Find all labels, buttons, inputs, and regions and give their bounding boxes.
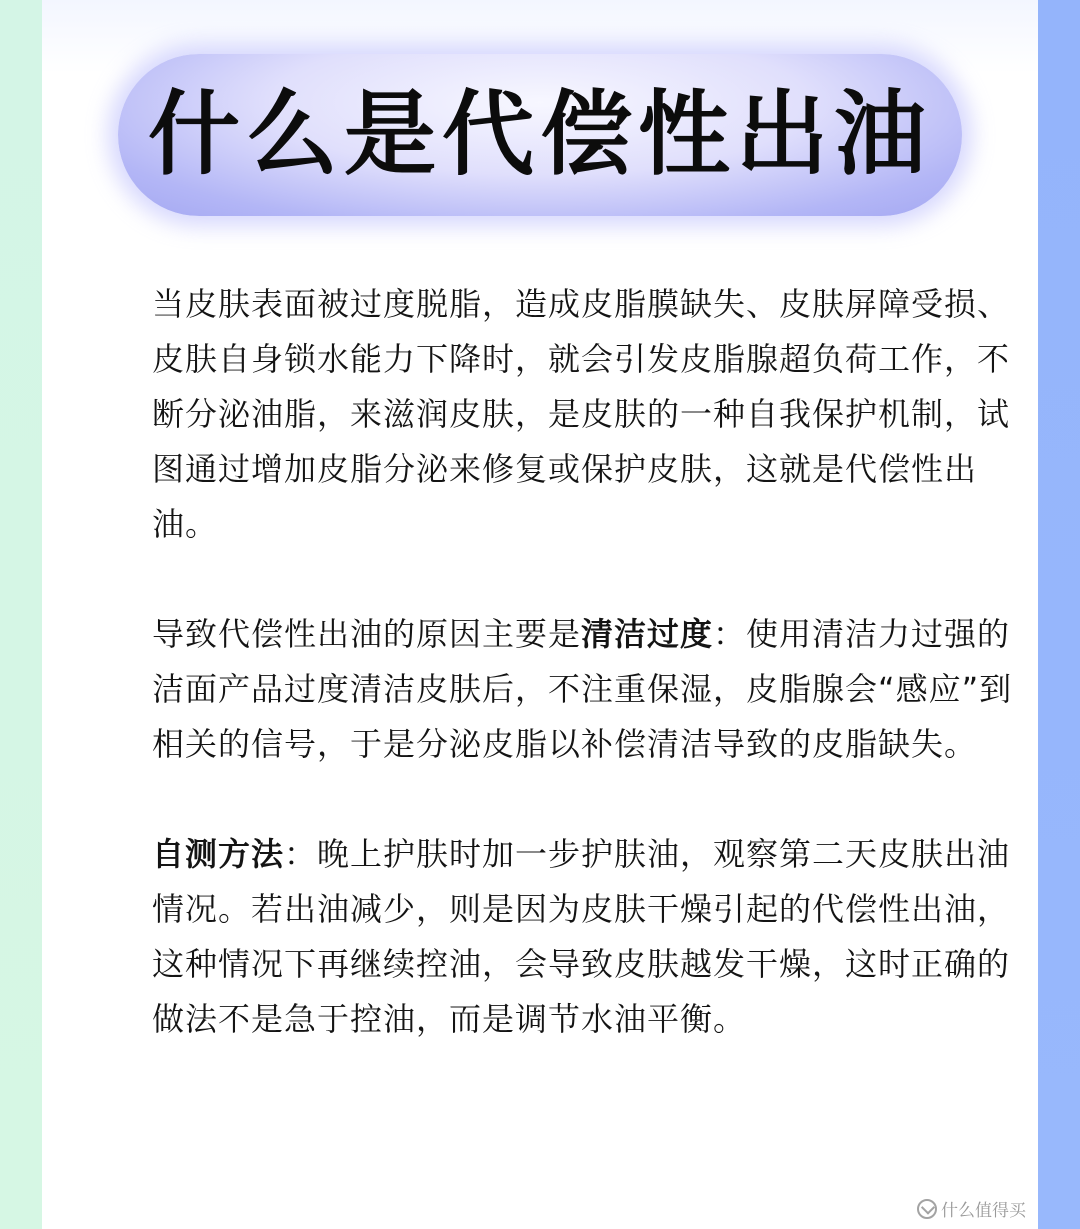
paragraph-self-test-text: ：晚上护肤时加一步护肤油，观察第二天皮肤出油情况。若出油减少，则是因为皮肤干燥引起的代偿性出油，这种情况下再继续控油，会导致皮肤越发干燥，这时正确的做法不是急于控油，而是调节水油平衡。 — [152, 835, 1011, 1038]
paragraph-self-test — [152, 827, 1022, 1047]
paragraph-cause-text: ：使用清洁力过强的洁面产品过度清洁皮肤后，不注重保湿，皮脂腺会“感应”到相关的信号，于是分泌皮脂以补偿清洁导致的皮脂缺失。 — [152, 615, 1013, 763]
article-body — [152, 277, 1022, 1047]
right-decorative-strip — [1038, 0, 1080, 1229]
watermark — [917, 1196, 1026, 1221]
paragraph-self-test-highlight: 自测方法 — [152, 835, 285, 873]
page-title: 什么是代偿性出油 — [147, 81, 932, 188]
zhide-logo-icon — [917, 1199, 937, 1219]
paragraph-cause-highlight: 清洁过度 — [581, 615, 714, 653]
paragraph-definition — [152, 277, 1022, 552]
title-banner — [118, 54, 962, 216]
paragraph-cause — [152, 607, 1022, 772]
paragraph-definition-text: 当皮肤表面被过度脱脂，造成皮脂膜缺失、皮肤屏障受损、皮肤自身锁水能力下降时，就会引发皮脂腺超负荷工作，不断分泌油脂，来滋润皮肤，是皮肤的一种自我保护机制，试图通过增加皮脂分泌来修复或保护皮肤，这就是代偿性出油。 — [152, 285, 1011, 543]
paragraph-cause-lead: 导致代偿性出油的原因主要是 — [152, 615, 582, 653]
left-decorative-strip — [0, 0, 42, 1229]
watermark-text: 什么值得买 — [941, 1201, 1026, 1221]
article-card — [42, 0, 1038, 1229]
